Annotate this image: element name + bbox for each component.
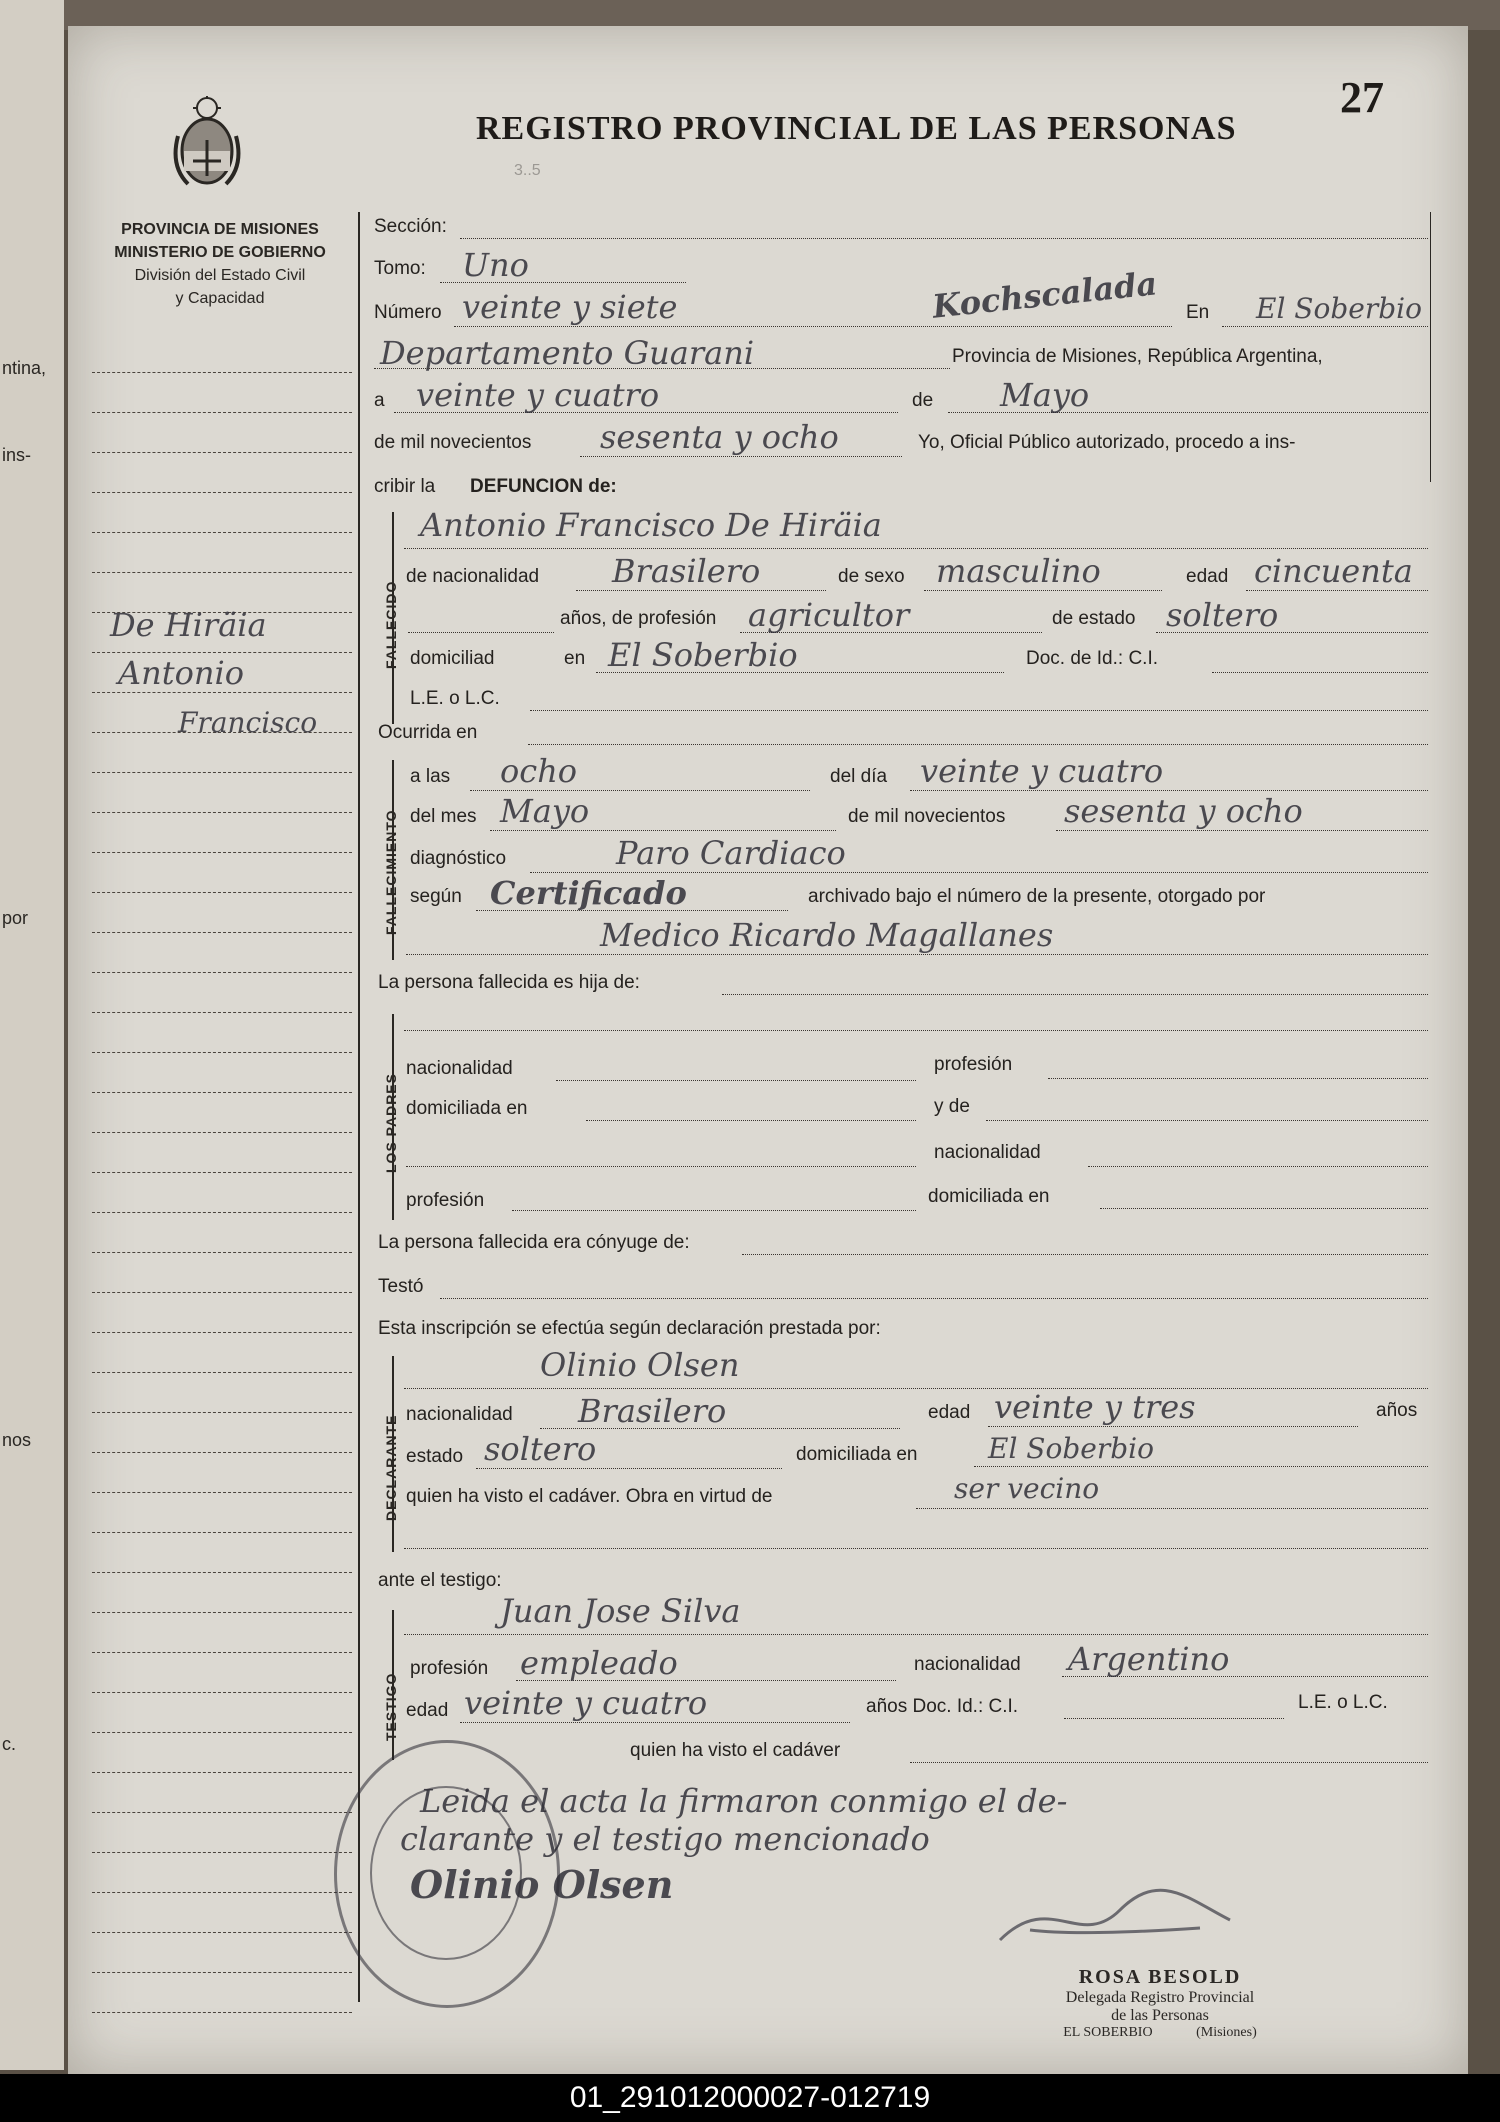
declarante-visto-label: quien ha visto el cadáver. Obra en virtud de	[406, 1486, 773, 1507]
padre-name-line	[404, 1030, 1428, 1031]
declarante-nacionalidad-label: nacionalidad	[406, 1404, 513, 1425]
org-ministry: MINISTERIO DE GOBIERNO	[114, 244, 326, 261]
official-title-1: Delegada Registro Provincial	[1065, 1989, 1255, 2006]
estado-value: soltero	[1166, 596, 1279, 634]
doc-id-line	[1212, 672, 1428, 673]
profesion-value: agricultor	[748, 596, 910, 634]
stamp-inner-ring	[370, 1786, 522, 1960]
org-province: PROVINCIA DE MISIONES	[121, 221, 319, 238]
declarante-nacionalidad-value: Brasilero	[578, 1392, 727, 1430]
closing-text-1: Leida el acta la firmaron conmigo el de-	[420, 1782, 1068, 1820]
coat-of-arms-icon	[168, 96, 246, 192]
faint-stamp: 3..5	[514, 162, 541, 179]
oficial-text: Yo, Oficial Público autorizado, procedo a ins-	[918, 432, 1296, 453]
declarante-domiciliada-label: domiciliada en	[796, 1444, 918, 1465]
padre-extra-line	[406, 1166, 916, 1167]
mes-fallec-line	[490, 830, 836, 831]
conyuge-line	[742, 1254, 1428, 1255]
numero-label: Número	[374, 302, 442, 323]
testigo-profesion-label: profesión	[410, 1658, 489, 1679]
cribir-label: cribir la	[374, 476, 436, 497]
org-capacity: y Capacidad	[175, 290, 265, 307]
y-de-label: y de	[934, 1096, 970, 1117]
testigo-edad-label: edad	[406, 1700, 449, 1721]
declarante-anos-label: años	[1376, 1400, 1418, 1421]
testigo-edad-value: veinte y cuatro	[464, 1684, 708, 1722]
testigo-nacionalidad-value: Argentino	[1068, 1640, 1230, 1678]
declarante-domiciliada-line	[974, 1466, 1428, 1467]
del-mes-label: del mes	[410, 806, 477, 827]
anio-value: sesenta y ocho	[600, 418, 839, 456]
declarante-extra-line	[404, 1548, 1428, 1549]
declarante-estado-value: soltero	[484, 1430, 597, 1468]
page-number: 27	[1340, 73, 1384, 122]
testigo-le-lc-label: L.E. o L.C.	[1298, 1692, 1388, 1713]
padre-domiciliada-line	[586, 1120, 916, 1121]
segun-label: según	[410, 886, 462, 907]
declarante-side-label: DECLARANTE	[383, 1414, 399, 1521]
official-name: ROSA BESOLD	[1078, 1966, 1242, 1988]
numero-value: veinte y siete	[462, 288, 678, 326]
page-title: REGISTRO PROVINCIAL DE LAS PERSONAS	[476, 110, 1237, 147]
testo-line	[440, 1298, 1428, 1299]
numero-line	[454, 326, 1172, 327]
tomo-value: Uno	[462, 246, 529, 284]
mes-value: Mayo	[1000, 376, 1090, 414]
domiciliad-label: domiciliad	[410, 648, 495, 669]
official-location: EL SOBERBIO	[1063, 2025, 1153, 2040]
left-fragment: por	[2, 908, 29, 928]
declarante-name-line	[404, 1388, 1428, 1389]
margin-firstname: Antonio	[118, 654, 244, 692]
form-right-line	[1430, 212, 1431, 482]
testigo-nacionalidad-label: nacionalidad	[914, 1654, 1021, 1675]
padre-profesion-label: profesión	[934, 1054, 1013, 1075]
sexo-label: de sexo	[838, 566, 905, 587]
diagnostico-value: Paro Cardiaco	[616, 834, 846, 872]
edad-value: cincuenta	[1254, 552, 1413, 590]
testigo-side-label: TESTIGO	[383, 1672, 399, 1741]
testigo-name: Juan Jose Silva	[500, 1592, 741, 1630]
de-mil-label: de mil novecientos	[374, 432, 532, 453]
official-title-2: de las Personas	[1111, 2007, 1209, 2024]
left-fragment: nos	[2, 1430, 32, 1450]
declarante-estado-label: estado	[406, 1446, 464, 1467]
defuncion-label: DEFUNCION de:	[470, 476, 617, 497]
declarante-name: Olinio Olsen	[540, 1346, 740, 1384]
madre-domiciliada-line	[1100, 1208, 1428, 1209]
testigo-doc-line	[1064, 1718, 1284, 1719]
sexo-line	[924, 590, 1162, 591]
dia-fallec-line	[910, 790, 1428, 791]
edad-label: edad	[1186, 566, 1229, 587]
anio-fallec-line	[1056, 830, 1428, 831]
dia-value: veinte y cuatro	[416, 376, 660, 414]
margin-middlename: Francisco	[178, 706, 318, 739]
form-frame-line	[358, 212, 360, 2002]
fallecido-side-label: FALLECIDO	[383, 580, 399, 669]
declarante-virtud-line	[916, 1508, 1428, 1509]
en-label: En	[1186, 302, 1210, 323]
medico-line	[406, 954, 1428, 955]
left-page-edge	[0, 0, 64, 2070]
padre-nacionalidad-label: nacionalidad	[406, 1058, 513, 1079]
de-label: de	[912, 390, 934, 411]
doc-id-label: Doc. de Id.: C.I.	[1026, 648, 1158, 669]
official-province: (Misiones)	[1196, 2025, 1257, 2040]
nacionalidad-line	[576, 590, 826, 591]
sexo-value: masculino	[936, 552, 1101, 590]
mes-fallec-value: Mayo	[500, 792, 590, 830]
en-line	[1222, 326, 1428, 327]
image-id-caption: 01_291012000027-012719	[569, 2081, 931, 2114]
edad-line	[1246, 590, 1428, 591]
madre-nacionalidad-label: nacionalidad	[934, 1142, 1041, 1163]
ante-testigo-label: ante el testigo:	[378, 1570, 502, 1591]
profesion-label: años, de profesión	[560, 608, 717, 629]
left-fragment: ntina,	[2, 358, 47, 378]
anio-line	[580, 456, 902, 457]
declarante-estado-line	[476, 1468, 782, 1469]
departamento-line	[374, 368, 950, 369]
conyuge-label: La persona fallecida era cónyuge de:	[378, 1232, 690, 1253]
declarante-signature: Olinio Olsen	[410, 1862, 674, 1907]
hora-line	[470, 790, 810, 791]
estado-label: de estado	[1052, 608, 1136, 629]
a-las-label: a las	[410, 766, 451, 787]
le-lc-line	[530, 710, 1428, 711]
archivado-text: archivado bajo el número de la presente, otorgado por	[808, 886, 1266, 907]
medico-value: Medico Ricardo Magallanes	[600, 916, 1054, 954]
declarante-edad-line	[988, 1426, 1358, 1427]
madre-domiciliada-label: domiciliada en	[928, 1186, 1050, 1207]
declarante-edad-value: veinte y tres	[994, 1388, 1196, 1426]
fallecimiento-side-label: FALLECIMIENTO	[383, 809, 399, 935]
org-division: División del Estado Civil	[134, 267, 306, 284]
declarante-domicilio-value: El Soberbio	[988, 1432, 1154, 1465]
a-label: a	[374, 390, 385, 411]
padre-profesion-line	[1048, 1078, 1428, 1079]
anio-fallec-value: sesenta y ocho	[1064, 792, 1303, 830]
signature-block	[1010, 1966, 1310, 2041]
testigo-edad-line	[460, 1722, 850, 1723]
le-lc-label: L.E. o L.C.	[410, 688, 500, 709]
ocurrida-line	[528, 744, 1428, 745]
seccion-line	[460, 238, 1428, 239]
madre-nacionalidad-line	[1088, 1166, 1428, 1167]
hija-de-line	[722, 994, 1428, 995]
provincia-label: Provincia de Misiones, República Argentina,	[952, 346, 1323, 367]
left-fragment: ins-	[2, 445, 32, 465]
del-dia-label: del día	[830, 766, 888, 787]
domicilio-value: El Soberbio	[608, 636, 798, 674]
testo-label: Testó	[378, 1276, 424, 1297]
closing-text-2: clarante y el testigo mencionado	[400, 1820, 930, 1858]
testigo-profesion-value: empleado	[520, 1644, 678, 1682]
deceased-name: Antonio Francisco De Hiräia	[420, 506, 882, 544]
hija-de-label: La persona fallecida es hija de:	[378, 972, 640, 993]
madre-profesion-line	[512, 1210, 916, 1211]
departamento-value: Departamento Guarani	[380, 334, 755, 372]
testigo-name-line	[404, 1634, 1428, 1635]
testigo-visto-line	[910, 1762, 1428, 1763]
declaracion-label: Esta inscripción se efectúa según declaración prestada por:	[378, 1318, 881, 1339]
dia-fallec-value: veinte y cuatro	[920, 752, 1164, 790]
hora-value: ocho	[500, 752, 578, 790]
nacionalidad-label: de nacionalidad	[406, 566, 540, 587]
testigo-visto-label: quien ha visto el cadáver	[630, 1740, 841, 1761]
issuing-authority	[80, 218, 360, 310]
registry-page	[68, 26, 1468, 2074]
diagnostico-line	[530, 872, 1428, 873]
official-signature-icon	[990, 1880, 1240, 1960]
declarante-edad-label: edad	[928, 1402, 971, 1423]
madre-profesion-label: profesión	[406, 1190, 485, 1211]
testigo-doc-label: años Doc. Id.: C.I.	[866, 1696, 1019, 1717]
segun-value: Certificado	[490, 874, 687, 912]
padre-nacionalidad-line	[556, 1080, 916, 1081]
nacionalidad-value: Brasilero	[612, 552, 761, 590]
margin-surname: De Hiräia	[110, 606, 267, 644]
declarante-virtud-value: ser vecino	[954, 1472, 1100, 1505]
edad-cont-line	[408, 632, 554, 633]
left-fragment: c.	[2, 1734, 17, 1754]
en-value: El Soberbio	[1256, 292, 1422, 325]
padres-side-label: LOS PADRES	[383, 1073, 399, 1173]
padre-domiciliada-label: domiciliada en	[406, 1098, 528, 1119]
madre-name-line	[986, 1120, 1428, 1121]
de-mil-label-2: de mil novecientos	[848, 806, 1006, 827]
tomo-label: Tomo:	[374, 258, 426, 279]
en-label-2: en	[564, 648, 586, 669]
seccion-label: Sección:	[374, 216, 447, 237]
diagnostico-label: diagnóstico	[410, 848, 507, 869]
name-line	[404, 548, 1428, 549]
crossed-annotation: Kochscalada	[930, 264, 1159, 326]
ocurrida-label: Ocurrida en	[378, 722, 478, 743]
